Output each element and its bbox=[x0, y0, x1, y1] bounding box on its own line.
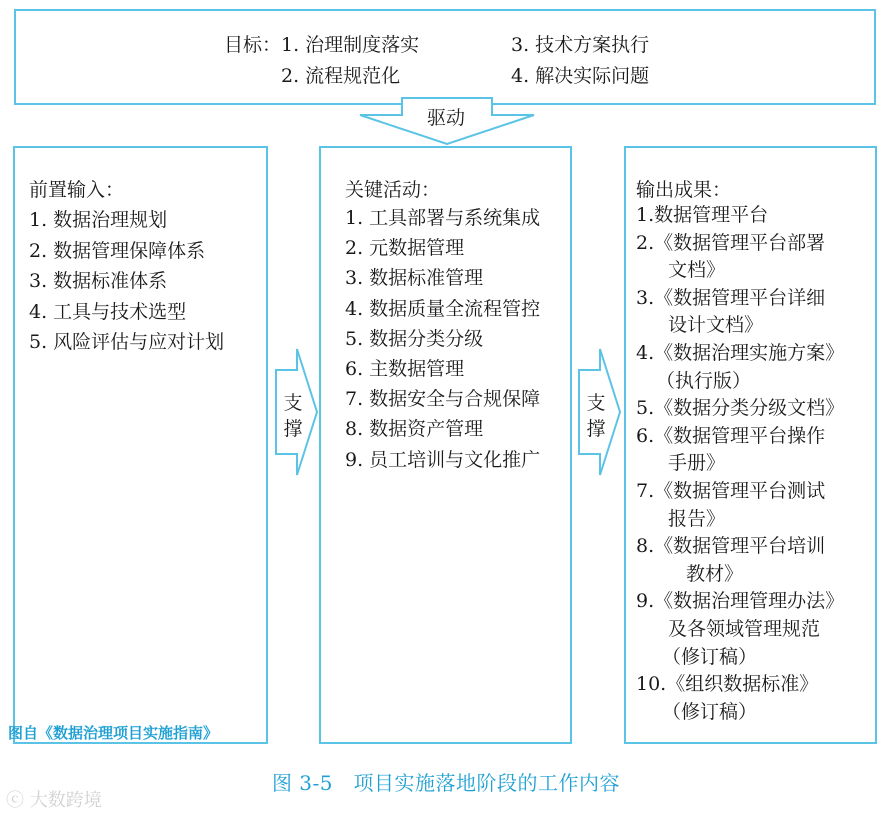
watermark-text: 大数跨境 bbox=[29, 790, 102, 811]
support-arrow-left-label: 支撑 bbox=[283, 392, 303, 440]
list-item: 5.《数据分类分级文档》 bbox=[636, 397, 845, 420]
support-arrow-right-label: 支撑 bbox=[586, 392, 606, 440]
list-item: 6. 主数据管理 bbox=[345, 358, 465, 380]
list-item: 报告》 bbox=[668, 507, 726, 530]
list-item: 6.《数据管理平台操作 bbox=[636, 424, 826, 447]
list-item: 教材》 bbox=[686, 562, 744, 585]
goals-box bbox=[14, 9, 876, 105]
watermark: ⓒ 大数跨境 bbox=[6, 790, 102, 811]
goal-item: 2. 流程规范化 bbox=[281, 65, 401, 87]
list-item: 及各领域管理规范 bbox=[668, 618, 821, 640]
goal-item: 3. 技术方案执行 bbox=[511, 34, 650, 56]
source-note: 图自《数据治理项目实施指南》 bbox=[8, 724, 219, 742]
list-item: 3. 数据标准管理 bbox=[345, 267, 484, 290]
list-item: 4. 数据质量全流程管控 bbox=[345, 297, 541, 320]
list-item: 2.《数据管理平台部署 bbox=[636, 231, 826, 254]
list-item: 2. 数据管理保障体系 bbox=[29, 239, 206, 262]
goal-item: 1. 治理制度落实 bbox=[281, 34, 420, 56]
goal-item: 4. 解决实际问题 bbox=[511, 65, 650, 87]
list-item: （执行版） bbox=[656, 369, 752, 392]
list-item: 设计文档》 bbox=[668, 314, 764, 337]
goals-prefix: 目标： bbox=[224, 34, 282, 56]
list-item: 5. 数据分类分级 bbox=[345, 327, 484, 350]
list-item: 4. 工具与技术选型 bbox=[29, 300, 187, 323]
figure-caption: 图 3-5 项目实施落地阶段的工作内容 bbox=[271, 771, 621, 795]
list-item: 9.《数据治理管理办法》 bbox=[636, 590, 845, 613]
list-item: 2. 元数据管理 bbox=[345, 237, 465, 260]
list-item: 1.数据管理平台 bbox=[636, 204, 769, 226]
list-item: （修订稿） bbox=[662, 645, 758, 668]
list-item: 手册》 bbox=[668, 452, 726, 475]
list-item: 3. 数据标准体系 bbox=[29, 270, 168, 292]
drive-arrow-label: 驱动 bbox=[427, 107, 466, 129]
list-item: 3.《数据管理平台详细 bbox=[636, 286, 826, 309]
activities-title: 关键活动： bbox=[345, 179, 441, 201]
list-item: （修订稿） bbox=[662, 700, 758, 723]
list-item: 文档》 bbox=[668, 259, 726, 282]
inputs-box bbox=[13, 146, 268, 744]
list-item: 8. 数据资产管理 bbox=[345, 418, 484, 441]
list-item: 5. 风险评估与应对计划 bbox=[29, 331, 225, 353]
list-item: 1. 数据治理规划 bbox=[29, 209, 168, 231]
outputs-box bbox=[624, 146, 877, 744]
goals-row-1 bbox=[224, 33, 419, 57]
outputs-title: 输出成果： bbox=[636, 179, 732, 201]
list-item: 10.《组织数据标准》 bbox=[636, 673, 819, 696]
list-item: 9. 员工培训与文化推广 bbox=[345, 448, 541, 471]
activities-box bbox=[319, 146, 572, 744]
list-item: 4.《数据治理实施方案》 bbox=[636, 342, 845, 364]
list-item: 7.《数据管理平台测试 bbox=[636, 480, 826, 502]
list-item: 7. 数据安全与合规保障 bbox=[345, 388, 541, 411]
inputs-title: 前置输入： bbox=[29, 179, 125, 201]
list-item: 8.《数据管理平台培训 bbox=[636, 535, 826, 558]
list-item: 1. 工具部署与系统集成 bbox=[345, 207, 541, 229]
